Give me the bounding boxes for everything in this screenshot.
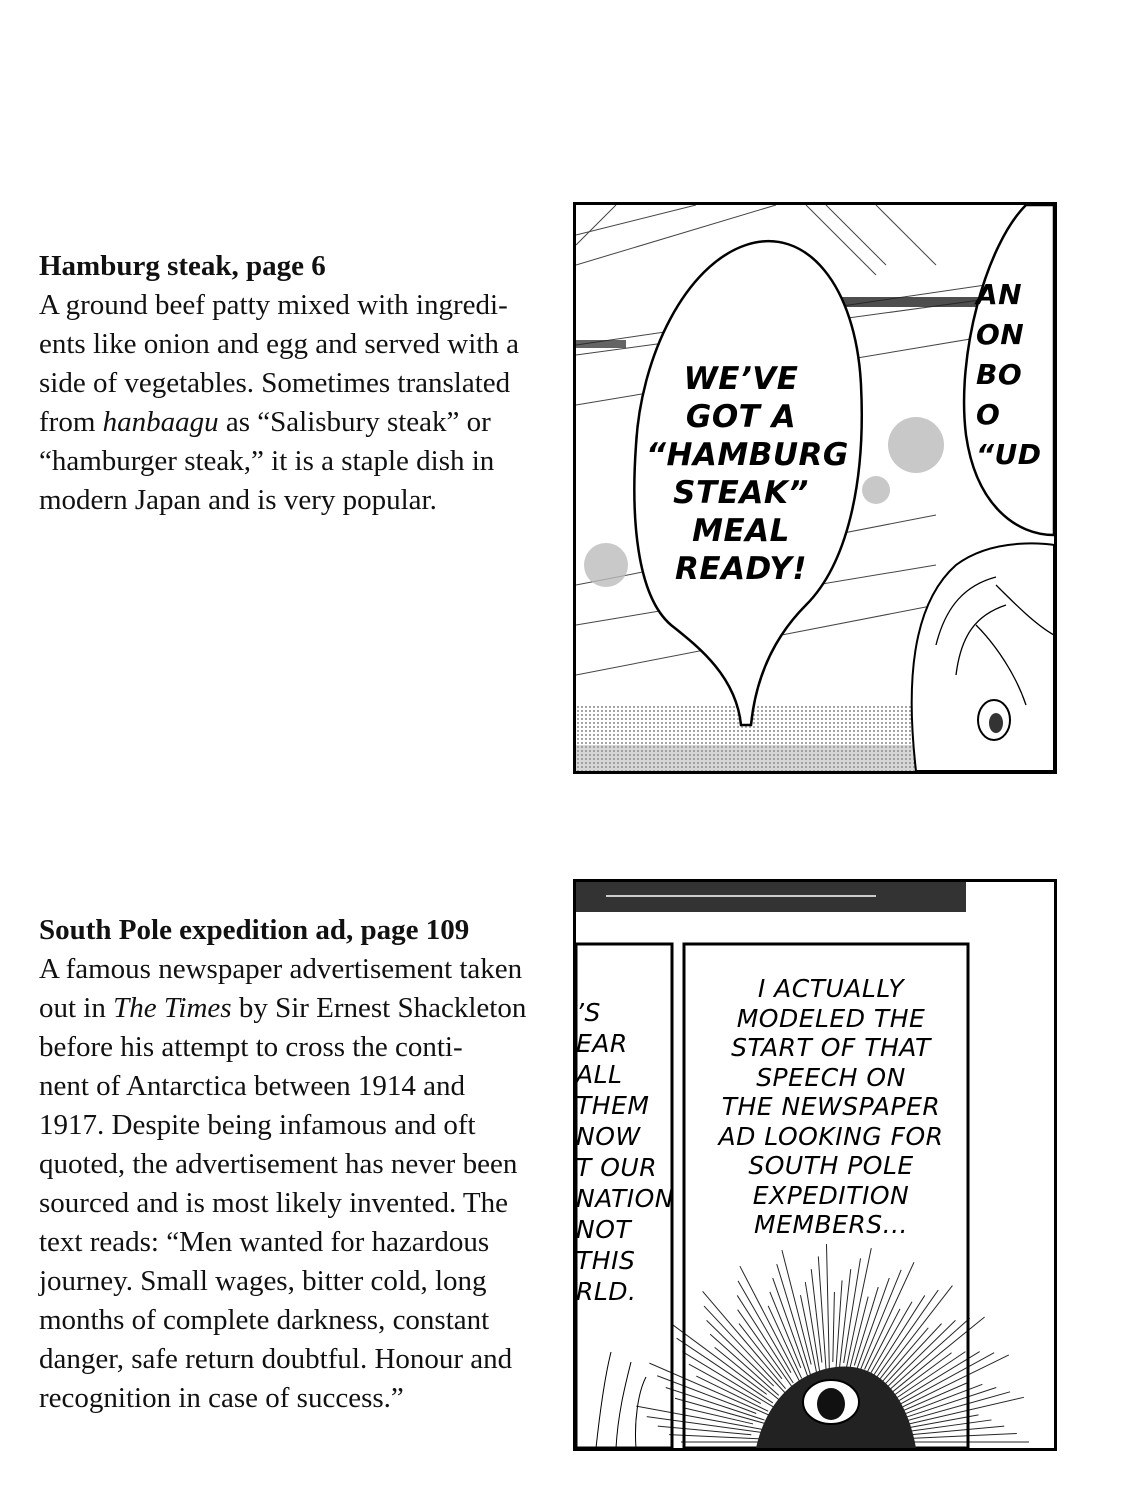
- note-line: danger, safe return doubtful. Honour and: [39, 1343, 513, 1375]
- cut-off-caption-text: ’S EAR ALL THEM NOW T OUR NATION NOT THIS RLD.: [576, 998, 675, 1306]
- note-line: A ground beef patty mixed with ingredi-: [39, 289, 508, 321]
- translation-note-hamburg-steak: [39, 246, 569, 520]
- translation-note-south-pole-ad: [39, 910, 569, 1418]
- note-title: South Pole expedition ad, page 109: [39, 914, 470, 946]
- manga-panel-expedition: [573, 879, 1057, 1451]
- italic-term: hanbaagu: [102, 406, 219, 438]
- note-line: “hamburger steak,” it is a staple dish in: [39, 445, 495, 477]
- note-line: before his attempt to cross the conti-: [39, 1031, 463, 1063]
- note-line: recognition in case of success.”: [39, 1382, 404, 1414]
- note-line: journey. Small wages, bitter cold, long: [39, 1265, 487, 1297]
- cut-off-balloon-text: AN ON BO O “UD: [976, 278, 1042, 471]
- manga-panel-hamburg: [573, 202, 1057, 774]
- speech-balloon-text: WE’VE GOT A “HAMBURG STEAK” MEAL READY!: [646, 361, 849, 587]
- note-line: A famous newspaper advertisement taken: [39, 953, 523, 985]
- note-line: side of vegetables. Sometimes translated: [39, 367, 511, 399]
- note-line: quoted, the advertisement has never been: [39, 1148, 518, 1180]
- note-line: modern Japan and is very popular.: [39, 484, 437, 516]
- note-line: from hanbaagu as “Salisbury steak” or: [39, 406, 491, 438]
- note-line: 1917. Despite being infamous and oft: [39, 1109, 476, 1141]
- narration-caption-text: I ACTUALLY MODELED THE START OF THAT SPEECH ON THE NEWSPAPER AD LOOKING FOR SOUTH POLE EXPEDITION MEMBERS...: [718, 974, 944, 1239]
- note-title: Hamburg steak, page 6: [39, 250, 326, 282]
- note-body: [39, 286, 569, 520]
- italic-term: The Times: [113, 992, 232, 1024]
- note-line: nent of Antarctica between 1914 and: [39, 1070, 465, 1102]
- note-line: text reads: “Men wanted for hazardous: [39, 1226, 490, 1258]
- note-body: [39, 950, 569, 1418]
- note-line: ents like onion and egg and served with a: [39, 328, 519, 360]
- note-line: months of complete darkness, constant: [39, 1304, 490, 1336]
- note-line: sourced and is most likely invented. The: [39, 1187, 509, 1219]
- note-line: out in The Times by Sir Ernest Shackleton: [39, 992, 527, 1024]
